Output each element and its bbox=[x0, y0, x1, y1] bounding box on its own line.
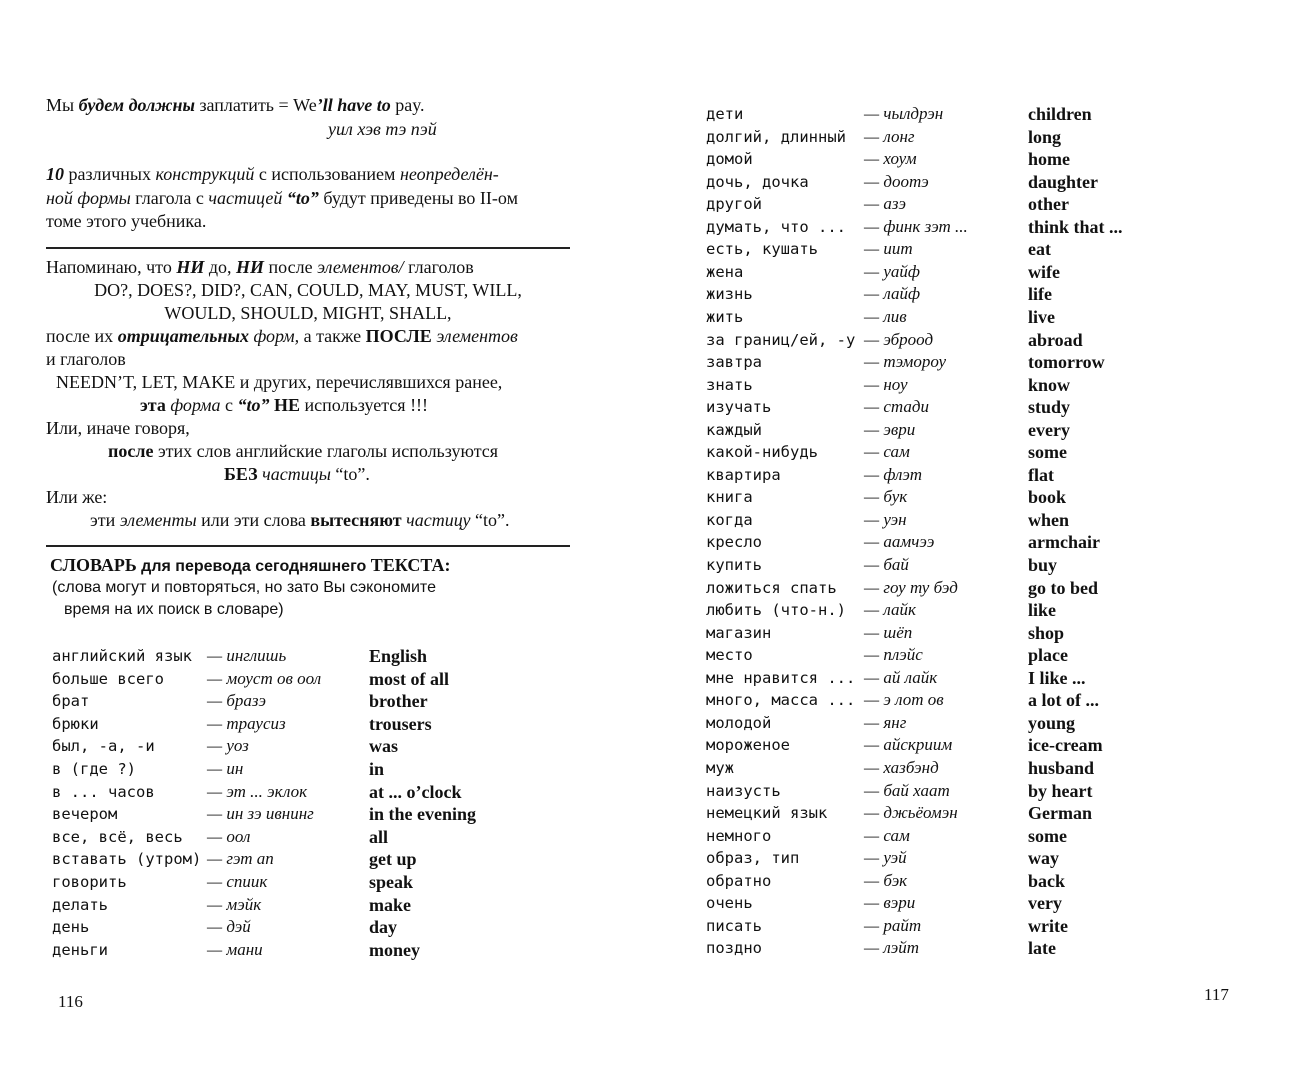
text: pay. bbox=[390, 95, 425, 115]
vocab-tr: — айскриим bbox=[864, 735, 953, 755]
dict-heading bbox=[50, 554, 450, 578]
vocab-row bbox=[650, 599, 1290, 621]
text: заплатить = We bbox=[194, 95, 317, 115]
vocab-tr: — аамчээ bbox=[864, 532, 935, 552]
vocab-ru: мороженое bbox=[706, 736, 790, 755]
vocab-row bbox=[650, 937, 1290, 959]
vocab-row bbox=[650, 847, 1290, 869]
vocab-row bbox=[0, 803, 640, 825]
text: конструкций bbox=[155, 164, 255, 184]
vocab-tr: — мани bbox=[207, 939, 263, 959]
right-page bbox=[650, 0, 1295, 1080]
text: с bbox=[220, 395, 238, 415]
vocab-en: make bbox=[369, 894, 411, 915]
vocab-en: home bbox=[1028, 149, 1070, 170]
text: для перевода сегодняшнего bbox=[136, 558, 371, 575]
vocab-tr: — лайк bbox=[864, 600, 916, 620]
text: “to” bbox=[237, 395, 270, 415]
vocab-en: like bbox=[1028, 600, 1057, 621]
text: “to”. bbox=[330, 464, 370, 484]
text: частицы bbox=[257, 464, 331, 484]
vocab-en: go to bed bbox=[1028, 577, 1099, 598]
vocab-tr: — бразэ bbox=[207, 691, 267, 711]
vocab-ru: немного bbox=[706, 826, 772, 845]
vocab-ru: любить (что-н.) bbox=[706, 601, 846, 620]
vocab-ru: дети bbox=[706, 105, 744, 123]
text: НИ bbox=[176, 257, 205, 277]
text: ТЕКСТА: bbox=[370, 555, 451, 575]
vocab-row bbox=[0, 916, 640, 938]
vocab-row bbox=[650, 396, 1290, 418]
vocab-tr: — инглишь bbox=[207, 646, 287, 665]
vocab-ru: обратно bbox=[706, 871, 772, 890]
vocab-tr: — лив bbox=[864, 306, 907, 326]
vocab-ru: наизусть bbox=[706, 781, 781, 800]
vocab-row bbox=[650, 238, 1290, 260]
vocab-ru: кресло bbox=[706, 533, 762, 552]
vocab-tr: — азэ bbox=[864, 194, 906, 214]
vocab-ru: какой-нибудь bbox=[706, 443, 818, 462]
vocab-en: in the evening bbox=[369, 804, 477, 825]
vocab-ru: домой bbox=[706, 150, 753, 169]
vocab-en: in bbox=[369, 759, 385, 779]
vocab-ru: в ... часов bbox=[52, 782, 155, 801]
vocab-ru: другой bbox=[706, 195, 762, 214]
vocab-en: a lot of ... bbox=[1028, 690, 1099, 711]
vocab-row bbox=[650, 577, 1290, 599]
vocab-en: every bbox=[1028, 419, 1070, 440]
vocab-row bbox=[650, 644, 1290, 666]
vocab-tr: — райт bbox=[864, 915, 922, 935]
vocab-row bbox=[650, 419, 1290, 441]
vocab-ru: знать bbox=[706, 375, 753, 394]
text: различных bbox=[64, 164, 156, 184]
vocab-ru: много, масса ... bbox=[706, 691, 856, 710]
text: НЕ bbox=[269, 395, 301, 415]
reminder-line-5: и глаголов bbox=[46, 349, 126, 369]
vocab-ru: брюки bbox=[52, 714, 99, 733]
dict-subheading-2: время на их поиск в словаре) bbox=[64, 601, 284, 618]
vocab-row bbox=[650, 509, 1290, 531]
vocab-row bbox=[650, 441, 1290, 463]
vocab-tr: — бэк bbox=[864, 870, 908, 890]
divider-2 bbox=[46, 545, 570, 547]
vocab-en: armchair bbox=[1028, 532, 1100, 553]
vocab-en: at ... o’clock bbox=[369, 781, 462, 802]
vocab-en: was bbox=[369, 736, 399, 757]
vocab-ru: жить bbox=[706, 307, 744, 326]
vocab-tr: — лэйт bbox=[864, 938, 920, 958]
text: “to” bbox=[282, 188, 319, 208]
vocab-tr: — эброод bbox=[864, 329, 934, 349]
vocab-row bbox=[650, 712, 1290, 734]
vocab-en: tomorrow bbox=[1028, 352, 1105, 373]
text: НИ bbox=[236, 257, 265, 277]
text: СЛОВАРЬ bbox=[50, 555, 137, 575]
vocab-row bbox=[0, 713, 640, 735]
vocab-en: write bbox=[1028, 915, 1068, 936]
vocab-en: very bbox=[1028, 893, 1062, 914]
vocab-en: children bbox=[1028, 104, 1092, 124]
vocab-en: speak bbox=[369, 872, 414, 892]
vocab-en: way bbox=[1028, 848, 1059, 869]
vocab-en: think that ... bbox=[1028, 216, 1123, 237]
vocab-ru: место bbox=[706, 646, 753, 665]
vocab-tr: — лонг bbox=[864, 126, 915, 146]
vocab-en: young bbox=[1028, 712, 1076, 733]
vocab-en: eat bbox=[1028, 239, 1051, 260]
vocab-ru: больше всего bbox=[52, 669, 164, 688]
text: эта bbox=[140, 395, 166, 415]
divider-1 bbox=[46, 247, 570, 249]
reminder-line-6 bbox=[56, 371, 502, 393]
vocab-ru: муж bbox=[706, 758, 734, 777]
text: вытесняют bbox=[310, 510, 402, 530]
vocab-en: study bbox=[1028, 397, 1071, 418]
vocab-tr: — сам bbox=[864, 825, 910, 845]
vocab-en: flat bbox=[1028, 464, 1054, 485]
vocab-row bbox=[650, 734, 1290, 756]
vocab-ru: за границ/ей, -у bbox=[706, 330, 856, 349]
vocab-tr: — хазбэнд bbox=[864, 757, 939, 777]
text: будут приведены во II-ом bbox=[318, 188, 518, 208]
vocab-en: late bbox=[1028, 938, 1056, 959]
vocab-en: life bbox=[1028, 284, 1052, 305]
vocab-tr: — уэй bbox=[864, 848, 907, 868]
text: Мы bbox=[46, 95, 79, 115]
text: ПОСЛЕ bbox=[365, 326, 432, 346]
vocab-ru: изучать bbox=[706, 398, 772, 417]
reminder-line-1 bbox=[46, 256, 474, 278]
vocab-row bbox=[650, 757, 1290, 779]
text: элементов/ bbox=[317, 257, 404, 277]
vocab-ru: мне нравится ... bbox=[706, 668, 856, 687]
vocab-row bbox=[0, 826, 640, 848]
vocab-tr: — ин зэ ивнинг bbox=[207, 804, 314, 824]
vocab-ru: вечером bbox=[52, 805, 118, 824]
vocab-ru: купить bbox=[706, 556, 762, 574]
vocab-row bbox=[650, 870, 1290, 892]
vocab-row bbox=[650, 554, 1290, 576]
text: форм, bbox=[248, 326, 300, 346]
para1-line-1 bbox=[46, 163, 499, 185]
reminder-line-3: WOULD, SHOULD, MIGHT, SHALL, bbox=[164, 303, 452, 323]
reminder-line-10 bbox=[224, 463, 370, 485]
text: частицей bbox=[208, 188, 283, 208]
vocab-row bbox=[650, 216, 1290, 238]
vocab-tr: — хоум bbox=[864, 149, 917, 169]
vocab-row bbox=[650, 329, 1290, 351]
vocab-ru: был, -а, -и bbox=[52, 737, 155, 756]
text: глаголов bbox=[403, 257, 474, 277]
vocab-en: husband bbox=[1028, 757, 1095, 778]
vocab-en: back bbox=[1028, 870, 1066, 891]
vocab-ru: дочь, дочка bbox=[706, 172, 809, 191]
vocab-en: long bbox=[1028, 126, 1062, 147]
vocab-ru: есть, кушать bbox=[706, 240, 818, 259]
vocab-ru: деньги bbox=[52, 940, 108, 959]
vocab-tr: — мэйк bbox=[207, 894, 262, 914]
vocab-en: other bbox=[1028, 194, 1069, 215]
vocab-row bbox=[650, 825, 1290, 847]
para1-line-2 bbox=[46, 187, 518, 209]
vocab-tr: — ай лайк bbox=[864, 667, 938, 687]
text: после bbox=[108, 441, 154, 461]
text: а также bbox=[299, 326, 366, 346]
vocab-en: brother bbox=[369, 691, 428, 712]
vocab-en: trousers bbox=[369, 713, 432, 734]
vocab-en: live bbox=[1028, 306, 1055, 327]
text: после bbox=[264, 257, 318, 277]
vocab-tr: — плэйс bbox=[864, 645, 923, 665]
vocab-en: some bbox=[1028, 442, 1067, 463]
vocab-tr: — джьёомэн bbox=[864, 803, 958, 823]
page-number-right: 117 bbox=[1204, 985, 1229, 1004]
vocab-en: day bbox=[369, 917, 398, 938]
vocab-en: most of all bbox=[369, 668, 449, 689]
vocab-tr: — спиик bbox=[207, 872, 268, 891]
vocab-row bbox=[0, 735, 640, 757]
vocab-ru: очень bbox=[706, 894, 753, 913]
vocab-row bbox=[650, 126, 1290, 148]
vocab-tr: — шёп bbox=[864, 622, 913, 642]
vocab-row bbox=[650, 351, 1290, 373]
vocab-row bbox=[650, 915, 1290, 937]
reminder-line-9 bbox=[108, 440, 498, 462]
text: элементы bbox=[119, 510, 197, 530]
vocab-tr: — янг bbox=[864, 712, 907, 732]
text: или эти слова bbox=[196, 510, 311, 530]
vocab-en: some bbox=[1028, 825, 1067, 846]
text: до, bbox=[204, 257, 237, 277]
vocab-tr: — бук bbox=[864, 487, 908, 507]
vocab-row bbox=[650, 148, 1290, 170]
text: “to”. bbox=[470, 510, 510, 530]
vocab-tr: — ноу bbox=[864, 374, 908, 394]
text: будем должны bbox=[78, 95, 195, 115]
text: используется !!! bbox=[300, 395, 429, 415]
vocab-tr: — дэй bbox=[207, 917, 251, 937]
vocab-tr: — финк зэт ... bbox=[864, 216, 968, 236]
reminder-line-11: Или же: bbox=[46, 487, 108, 507]
vocab-en: I like ... bbox=[1028, 667, 1086, 688]
vocab-tr: — траусиз bbox=[207, 713, 286, 733]
text: этих слов английские глаголы используются bbox=[153, 441, 499, 461]
vocab-row bbox=[0, 645, 640, 667]
vocab-tr: — уайф bbox=[864, 261, 920, 281]
vocab-ru: завтра bbox=[706, 353, 762, 372]
reminder-line-8: Или, иначе говоря, bbox=[46, 418, 190, 438]
vocab-row bbox=[650, 283, 1290, 305]
vocab-row bbox=[650, 306, 1290, 328]
vocab-row bbox=[650, 103, 1290, 125]
vocab-ru: каждый bbox=[706, 420, 762, 439]
vocab-tr: — эт ... эклок bbox=[207, 781, 308, 801]
vocab-ru: долгий, длинный bbox=[706, 127, 846, 146]
vocab-en: book bbox=[1028, 487, 1067, 508]
vocab-ru: жена bbox=[706, 262, 744, 281]
vocab-row bbox=[650, 780, 1290, 802]
vocab-tr: — оол bbox=[207, 826, 251, 846]
vocab-en: place bbox=[1028, 645, 1068, 666]
vocab-row bbox=[0, 939, 640, 961]
vocab-ru: делать bbox=[52, 895, 108, 914]
text: с использованием bbox=[254, 164, 400, 184]
vocab-en: abroad bbox=[1028, 329, 1083, 350]
vocab-tr: — эври bbox=[864, 419, 916, 439]
intro-line-1 bbox=[46, 94, 425, 116]
vocab-row bbox=[650, 531, 1290, 553]
vocab-en: money bbox=[369, 939, 420, 960]
vocab-row bbox=[650, 486, 1290, 508]
text: Напоминаю, что bbox=[46, 257, 177, 277]
vocab-tr: — тэмороу bbox=[864, 352, 947, 372]
text: элементов bbox=[431, 326, 518, 346]
vocab-ru: писать bbox=[706, 916, 762, 935]
vocab-ru: брат bbox=[52, 692, 90, 711]
vocab-row bbox=[650, 261, 1290, 283]
vocab-row bbox=[650, 892, 1290, 914]
vocab-row bbox=[0, 894, 640, 916]
vocab-ru: образ, тип bbox=[706, 849, 800, 868]
vocab-row bbox=[650, 193, 1290, 215]
dict-subheading-1: (слова могут и повторяться, но зато Вы сэкономите bbox=[52, 579, 436, 596]
text: глагола с bbox=[130, 188, 209, 208]
vocab-tr: — вэри bbox=[864, 893, 916, 913]
vocab-row bbox=[0, 758, 640, 780]
vocab-en: all bbox=[369, 826, 389, 847]
vocab-ru: ложиться спать bbox=[706, 578, 837, 597]
vocab-ru: жизнь bbox=[706, 285, 753, 304]
text: эти bbox=[90, 510, 120, 530]
vocab-en: daughter bbox=[1028, 171, 1099, 192]
vocab-tr: — стади bbox=[864, 397, 929, 417]
text: NEEDN’T, LET, MAKE bbox=[56, 372, 236, 392]
vocab-tr: — иит bbox=[864, 239, 913, 259]
vocab-ru: когда bbox=[706, 510, 753, 529]
vocab-en: English bbox=[369, 646, 428, 666]
vocab-ru: квартира bbox=[706, 465, 781, 484]
vocab-row bbox=[650, 667, 1290, 689]
vocab-row bbox=[0, 871, 640, 893]
vocab-tr: — гоу ту бэд bbox=[864, 577, 958, 597]
vocab-ru: книга bbox=[706, 488, 753, 507]
vocab-row bbox=[0, 781, 640, 803]
reminder-line-7 bbox=[140, 394, 428, 416]
vocab-row bbox=[650, 802, 1290, 824]
vocab-ru: все, всё, весь bbox=[52, 827, 183, 846]
vocab-tr: — уэн bbox=[864, 509, 907, 529]
vocab-row bbox=[650, 622, 1290, 644]
vocab-ru: вставать (утром) bbox=[52, 850, 202, 869]
vocab-tr: — чылдрэн bbox=[864, 104, 944, 123]
text: ной формы bbox=[46, 188, 131, 208]
vocab-tr: — ин bbox=[207, 759, 244, 778]
page-number-left: 116 bbox=[58, 992, 83, 1011]
vocab-ru: немецкий язык bbox=[706, 804, 828, 823]
text: 10 bbox=[46, 164, 64, 184]
vocab-ru: поздно bbox=[706, 939, 762, 958]
vocab-ru: магазин bbox=[706, 623, 772, 642]
left-page bbox=[0, 0, 645, 1080]
reminder-line-2: DO?, DOES?, DID?, CAN, COULD, MAY, MUST, WILL, bbox=[94, 280, 522, 300]
vocab-row bbox=[0, 848, 640, 870]
vocab-ru: думать, что ... bbox=[706, 217, 846, 236]
vocab-en: when bbox=[1028, 509, 1070, 530]
vocab-en: by heart bbox=[1028, 780, 1093, 801]
reminder-line-4 bbox=[46, 325, 518, 347]
vocab-tr: — сам bbox=[864, 442, 910, 462]
reminder-line-12 bbox=[90, 509, 509, 531]
text: БЕЗ bbox=[224, 464, 258, 484]
vocab-tr: — гэт ап bbox=[207, 849, 274, 869]
vocab-en: get up bbox=[369, 849, 417, 870]
text: форма bbox=[165, 395, 221, 415]
vocab-en: know bbox=[1028, 374, 1071, 395]
vocab-tr: — бай bbox=[864, 555, 909, 574]
vocab-en: buy bbox=[1028, 555, 1058, 575]
vocab-row bbox=[650, 689, 1290, 711]
vocab-row bbox=[650, 171, 1290, 193]
vocab-tr: — доотэ bbox=[864, 171, 929, 191]
text: ’ll have to bbox=[316, 95, 391, 115]
vocab-tr: — флэт bbox=[864, 464, 922, 484]
vocab-ru: английский язык bbox=[52, 647, 192, 665]
vocab-row bbox=[0, 668, 640, 690]
vocab-ru: в (где ?) bbox=[52, 760, 136, 778]
vocab-tr: — бай хаат bbox=[864, 780, 950, 800]
text: частицу bbox=[401, 510, 471, 530]
vocab-ru: говорить bbox=[52, 873, 127, 891]
vocab-ru: молодой bbox=[706, 713, 772, 732]
text: и других, перечислявшихся ранее, bbox=[235, 372, 503, 392]
para1-line-3: томе этого учебника. bbox=[46, 211, 207, 231]
vocab-en: German bbox=[1028, 803, 1092, 824]
vocab-row bbox=[650, 464, 1290, 486]
vocab-tr: — уоз bbox=[207, 736, 249, 756]
intro-transcription: уил хэв тэ пэй bbox=[328, 119, 437, 139]
text: неопределён- bbox=[399, 164, 499, 184]
vocab-tr: — моуст ов оол bbox=[207, 668, 322, 688]
vocab-en: shop bbox=[1028, 622, 1065, 643]
vocab-ru: день bbox=[52, 918, 90, 937]
vocab-en: wife bbox=[1028, 261, 1060, 282]
vocab-row bbox=[650, 374, 1290, 396]
vocab-en: ice-cream bbox=[1028, 735, 1103, 756]
text: после их bbox=[46, 326, 118, 346]
text: отрицательных bbox=[117, 326, 249, 346]
vocab-row bbox=[0, 690, 640, 712]
vocab-tr: — э лот ов bbox=[864, 690, 944, 710]
vocab-tr: — лайф bbox=[864, 284, 921, 304]
